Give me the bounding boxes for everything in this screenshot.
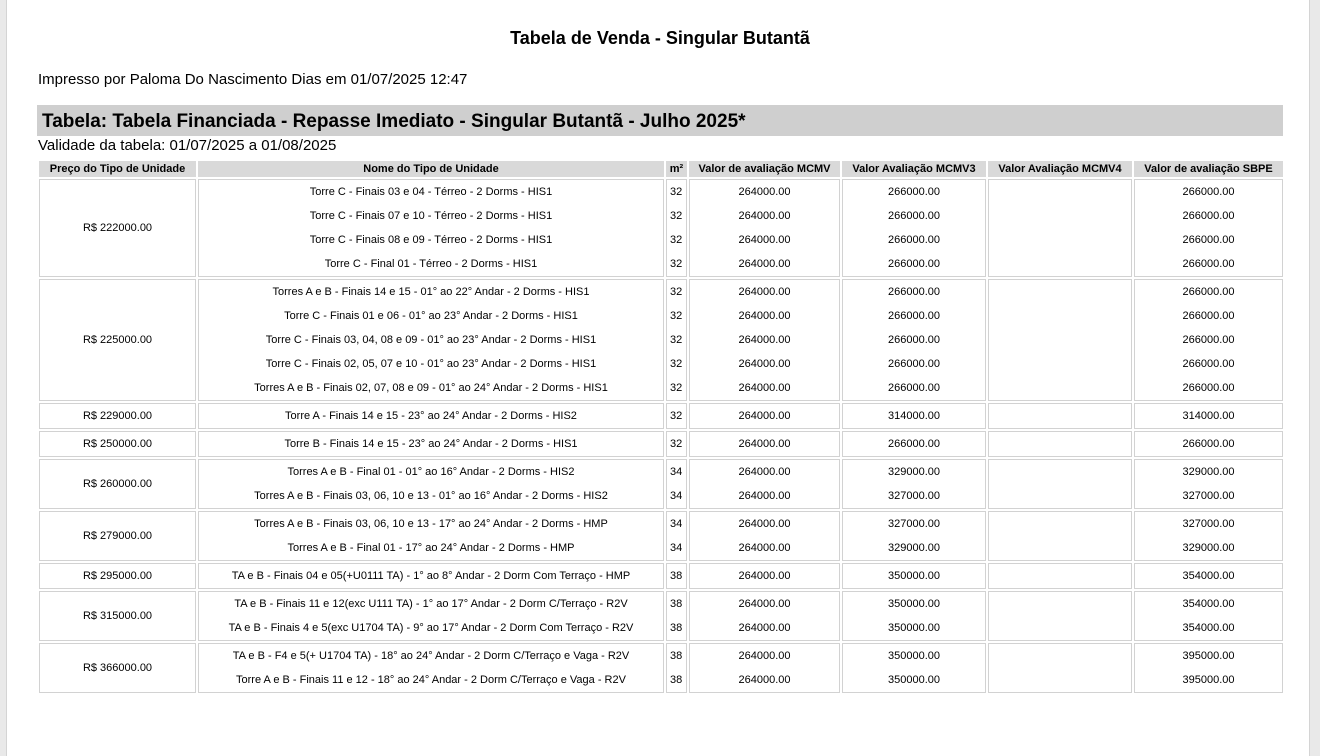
sbpe-cell <box>1134 279 1283 401</box>
validity-text: Validade da tabela: 01/07/2025 a 01/08/2025 <box>38 137 337 154</box>
column-header-mcmv4: Valor Avaliação MCMV4 <box>988 161 1132 177</box>
unit-name: Torre C - Finais 01 e 06 - 01° ao 23° Andar - 2 Dorms - HIS1 <box>284 310 578 322</box>
mcmv-cell <box>689 279 840 401</box>
mcmv4-value <box>989 432 1131 456</box>
mcmv-cell <box>689 403 840 429</box>
mcmv3-value: 350000.00 <box>888 598 940 610</box>
mcmv-value: 264000.00 <box>738 310 791 322</box>
mcmv-cell <box>689 431 840 457</box>
column-header-unit-name: Nome do Tipo de Unidade <box>198 161 664 177</box>
mcmv4-value <box>989 460 1131 484</box>
mcmv-value: 264000.00 <box>738 570 791 582</box>
unit-name-cell <box>198 179 664 277</box>
mcmv4-cell <box>988 643 1132 693</box>
unit-name: Torres A e B - Final 01 - 01° ao 16° Andar - 2 Dorms - HIS2 <box>287 466 575 478</box>
column-header-mcmv: Valor de avaliação MCMV <box>689 161 840 177</box>
unit-name: Torre C - Finais 08 e 09 - Térreo - 2 Dorms - HIS1 <box>309 234 553 246</box>
sbpe-cell <box>1134 511 1283 561</box>
area-value: 38 <box>670 622 683 634</box>
table-row <box>39 511 1283 561</box>
sbpe-value: 266000.00 <box>1182 310 1235 322</box>
area-value: 38 <box>670 570 683 582</box>
area-value: 32 <box>670 234 683 246</box>
mcmv3-value: 266000.00 <box>888 286 940 298</box>
sbpe-cell <box>1134 563 1283 589</box>
mcmv-value: 264000.00 <box>738 186 791 198</box>
mcmv4-value <box>989 616 1131 640</box>
mcmv4-value <box>989 484 1131 508</box>
sbpe-cell <box>1134 403 1283 429</box>
mcmv3-cell <box>842 459 986 509</box>
mcmv4-cell <box>988 511 1132 561</box>
mcmv3-cell <box>842 403 986 429</box>
table-row <box>39 431 1283 457</box>
mcmv4-cell <box>988 591 1132 641</box>
mcmv4-value <box>989 668 1131 692</box>
mcmv4-value <box>989 328 1131 352</box>
mcmv-value: 264000.00 <box>738 286 791 298</box>
sbpe-value: 354000.00 <box>1182 598 1235 610</box>
table-header-row <box>39 161 1283 177</box>
area-value: 32 <box>670 334 683 346</box>
mcmv3-value: 266000.00 <box>888 234 940 246</box>
area-value: 32 <box>670 210 683 222</box>
unit-name-cell <box>198 459 664 509</box>
mcmv4-value <box>989 512 1131 536</box>
unit-name: TA e B - Finais 4 e 5(exc U1704 TA) - 9° ao 17° Andar - 2 Dorm Com Terraço - R2V <box>228 622 634 634</box>
mcmv3-value: 350000.00 <box>888 674 940 686</box>
mcmv-value: 264000.00 <box>738 334 791 346</box>
mcmv-value: 264000.00 <box>738 358 791 370</box>
sbpe-value: 354000.00 <box>1182 570 1235 582</box>
mcmv4-cell <box>988 431 1132 457</box>
sbpe-cell <box>1134 431 1283 457</box>
mcmv4-value <box>989 404 1131 428</box>
mcmv4-value <box>989 304 1131 328</box>
unit-name: Torre A e B - Finais 11 e 12 - 18° ao 24° Andar - 2 Dorm C/Terraço e Vaga - R2V <box>236 674 626 686</box>
mcmv-value: 264000.00 <box>738 382 791 394</box>
unit-price-cell: R$ 222000.00 <box>39 179 196 277</box>
mcmv4-value <box>989 252 1131 276</box>
mcmv3-value: 314000.00 <box>888 410 940 422</box>
unit-name: Torre C - Final 01 - Térreo - 2 Dorms - HIS1 <box>324 258 538 270</box>
mcmv3-cell <box>842 179 986 277</box>
column-header-m2: m² <box>666 161 687 177</box>
unit-name-cell <box>198 431 664 457</box>
table-row <box>39 563 1283 589</box>
unit-name: Torres A e B - Finais 02, 07, 08 e 09 - 01° ao 24° Andar - 2 Dorms - HIS1 <box>254 382 608 394</box>
unit-name: TA e B - Finais 04 e 05(+U0111 TA) - 1° ao 8° Andar - 2 Dorm Com Terraço - HMP <box>231 570 631 582</box>
unit-name-cell <box>198 403 664 429</box>
mcmv-value: 264000.00 <box>738 258 791 270</box>
mcmv4-value <box>989 280 1131 304</box>
mcmv3-value: 329000.00 <box>888 542 940 554</box>
mcmv4-value <box>989 564 1131 588</box>
unit-name-cell <box>198 563 664 589</box>
sbpe-value: 266000.00 <box>1182 234 1235 246</box>
sbpe-value: 354000.00 <box>1182 622 1235 634</box>
area-value: 38 <box>670 598 683 610</box>
sbpe-cell <box>1134 643 1283 693</box>
area-cell <box>666 179 687 277</box>
mcmv-cell <box>689 591 840 641</box>
sbpe-value: 327000.00 <box>1182 518 1235 530</box>
mcmv3-cell <box>842 279 986 401</box>
area-value: 32 <box>670 382 683 394</box>
mcmv4-cell <box>988 179 1132 277</box>
unit-name: Torre C - Finais 07 e 10 - Térreo - 2 Dorms - HIS1 <box>309 210 553 222</box>
area-cell <box>666 431 687 457</box>
mcmv-value: 264000.00 <box>738 674 791 686</box>
table-row <box>39 643 1283 693</box>
unit-price-cell: R$ 260000.00 <box>39 459 196 509</box>
unit-name-cell <box>198 511 664 561</box>
mcmv3-value: 266000.00 <box>888 358 940 370</box>
area-cell <box>666 511 687 561</box>
mcmv-cell <box>689 179 840 277</box>
mcmv-value: 264000.00 <box>738 466 791 478</box>
mcmv4-value <box>989 644 1131 668</box>
mcmv-value: 264000.00 <box>738 490 791 502</box>
mcmv-cell <box>689 459 840 509</box>
sbpe-value: 266000.00 <box>1182 186 1235 198</box>
area-cell <box>666 279 687 401</box>
unit-name-cell <box>198 591 664 641</box>
sbpe-value: 266000.00 <box>1182 438 1235 450</box>
unit-name: Torre C - Finais 03 e 04 - Térreo - 2 Dorms - HIS1 <box>309 186 553 198</box>
mcmv3-value: 266000.00 <box>888 186 940 198</box>
mcmv4-value <box>989 536 1131 560</box>
area-cell <box>666 643 687 693</box>
area-value: 34 <box>670 518 683 530</box>
mcmv3-value: 329000.00 <box>888 466 940 478</box>
mcmv-value: 264000.00 <box>738 650 791 662</box>
mcmv3-cell <box>842 431 986 457</box>
sbpe-value: 395000.00 <box>1182 650 1235 662</box>
mcmv3-value: 266000.00 <box>888 382 940 394</box>
mcmv3-cell <box>842 591 986 641</box>
area-value: 32 <box>670 310 683 322</box>
unit-name: TA e B - F4 e 5(+ U1704 TA) - 18° ao 24° Andar - 2 Dorm C/Terraço e Vaga - R2V <box>232 650 630 662</box>
area-value: 34 <box>670 490 683 502</box>
mcmv3-value: 266000.00 <box>888 258 940 270</box>
mcmv3-value: 266000.00 <box>888 310 940 322</box>
area-value: 32 <box>670 358 683 370</box>
unit-name: Torre C - Finais 03, 04, 08 e 09 - 01° ao 23° Andar - 2 Dorms - HIS1 <box>265 334 597 346</box>
sbpe-value: 266000.00 <box>1182 382 1235 394</box>
unit-name: Torres A e B - Finais 14 e 15 - 01° ao 22° Andar - 2 Dorms - HIS1 <box>272 286 590 298</box>
sbpe-value: 266000.00 <box>1182 210 1235 222</box>
table-name-banner: Tabela: Tabela Financiada - Repasse Imediato - Singular Butantã - Julho 2025* <box>37 105 1283 136</box>
area-value: 38 <box>670 674 683 686</box>
unit-name: Torre C - Finais 02, 05, 07 e 10 - 01° ao 23° Andar - 2 Dorms - HIS1 <box>265 358 597 370</box>
mcmv3-value: 327000.00 <box>888 518 940 530</box>
sbpe-value: 266000.00 <box>1182 334 1235 346</box>
unit-name: Torre A - Finais 14 e 15 - 23° ao 24° Andar - 2 Dorms - HIS2 <box>285 410 577 422</box>
column-header-mcmv3: Valor Avaliação MCMV3 <box>842 161 986 177</box>
area-value: 38 <box>670 650 683 662</box>
area-value: 32 <box>670 258 683 270</box>
mcmv4-value <box>989 352 1131 376</box>
mcmv-value: 264000.00 <box>738 234 791 246</box>
area-value: 34 <box>670 542 683 554</box>
sbpe-value: 329000.00 <box>1182 542 1235 554</box>
unit-name: Torres A e B - Finais 03, 06, 10 e 13 - 17° ao 24° Andar - 2 Dorms - HMP <box>254 518 608 530</box>
mcmv3-cell <box>842 643 986 693</box>
mcmv4-value <box>989 592 1131 616</box>
mcmv3-cell <box>842 563 986 589</box>
table-row <box>39 279 1283 401</box>
sbpe-cell <box>1134 459 1283 509</box>
sbpe-value: 395000.00 <box>1182 674 1235 686</box>
mcmv3-cell <box>842 511 986 561</box>
sbpe-value: 266000.00 <box>1182 286 1235 298</box>
unit-price-cell: R$ 366000.00 <box>39 643 196 693</box>
table-body <box>39 179 1283 693</box>
sbpe-value: 266000.00 <box>1182 258 1235 270</box>
mcmv3-value: 350000.00 <box>888 622 940 634</box>
unit-price-cell: R$ 229000.00 <box>39 403 196 429</box>
area-cell <box>666 459 687 509</box>
mcmv-value: 264000.00 <box>738 210 791 222</box>
mcmv4-cell <box>988 459 1132 509</box>
sbpe-cell <box>1134 591 1283 641</box>
mcmv3-value: 266000.00 <box>888 334 940 346</box>
sbpe-value: 329000.00 <box>1182 466 1235 478</box>
mcmv3-value: 266000.00 <box>888 438 940 450</box>
mcmv3-value: 327000.00 <box>888 490 940 502</box>
mcmv-cell <box>689 643 840 693</box>
unit-price-cell: R$ 225000.00 <box>39 279 196 401</box>
unit-price-cell: R$ 279000.00 <box>39 511 196 561</box>
unit-name: Torres A e B - Final 01 - 17° ao 24° Andar - 2 Dorms - HMP <box>287 542 575 554</box>
unit-name: Torre B - Finais 14 e 15 - 23° ao 24° Andar - 2 Dorms - HIS1 <box>284 438 578 450</box>
unit-name: Torres A e B - Finais 03, 06, 10 e 13 - 01° ao 16° Andar - 2 Dorms - HIS2 <box>254 490 608 502</box>
table-row <box>39 459 1283 509</box>
area-value: 32 <box>670 438 683 450</box>
mcmv-value: 264000.00 <box>738 518 791 530</box>
mcmv3-value: 350000.00 <box>888 570 940 582</box>
area-cell <box>666 563 687 589</box>
unit-price-cell: R$ 295000.00 <box>39 563 196 589</box>
document-title: Tabela de Venda - Singular Butantã <box>510 28 810 48</box>
unit-name-cell <box>198 279 664 401</box>
area-cell <box>666 591 687 641</box>
area-cell <box>666 403 687 429</box>
mcmv-cell <box>689 563 840 589</box>
mcmv4-cell <box>988 563 1132 589</box>
price-table <box>37 159 1285 695</box>
mcmv3-value: 350000.00 <box>888 650 940 662</box>
unit-name: TA e B - Finais 11 e 12(exc U111 TA) - 1° ao 17° Andar - 2 Dorm C/Terraço - R2V <box>234 598 628 610</box>
unit-name-cell <box>198 643 664 693</box>
mcmv4-value <box>989 204 1131 228</box>
mcmv-value: 264000.00 <box>738 410 791 422</box>
mcmv4-cell <box>988 279 1132 401</box>
unit-price-cell: R$ 250000.00 <box>39 431 196 457</box>
mcmv4-value <box>989 228 1131 252</box>
mcmv-value: 264000.00 <box>738 542 791 554</box>
mcmv4-value <box>989 180 1131 204</box>
mcmv4-cell <box>988 403 1132 429</box>
sbpe-value: 314000.00 <box>1182 410 1235 422</box>
area-value: 32 <box>670 410 683 422</box>
column-header-price: Preço do Tipo de Unidade <box>39 161 196 177</box>
sbpe-cell <box>1134 179 1283 277</box>
mcmv3-value: 266000.00 <box>888 210 940 222</box>
mcmv-value: 264000.00 <box>738 438 791 450</box>
unit-price-cell: R$ 315000.00 <box>39 591 196 641</box>
sbpe-value: 327000.00 <box>1182 490 1235 502</box>
sbpe-value: 266000.00 <box>1182 358 1235 370</box>
mcmv-value: 264000.00 <box>738 622 791 634</box>
mcmv-cell <box>689 511 840 561</box>
area-value: 32 <box>670 186 683 198</box>
printed-by-text: Impresso por Paloma Do Nascimento Dias em 01/07/2025 12:47 <box>38 71 468 88</box>
table-row <box>39 403 1283 429</box>
mcmv-value: 264000.00 <box>738 598 791 610</box>
mcmv4-value <box>989 376 1131 400</box>
column-header-sbpe: Valor de avaliação SBPE <box>1134 161 1283 177</box>
area-value: 34 <box>670 466 683 478</box>
table-row <box>39 179 1283 277</box>
area-value: 32 <box>670 286 683 298</box>
table-row <box>39 591 1283 641</box>
